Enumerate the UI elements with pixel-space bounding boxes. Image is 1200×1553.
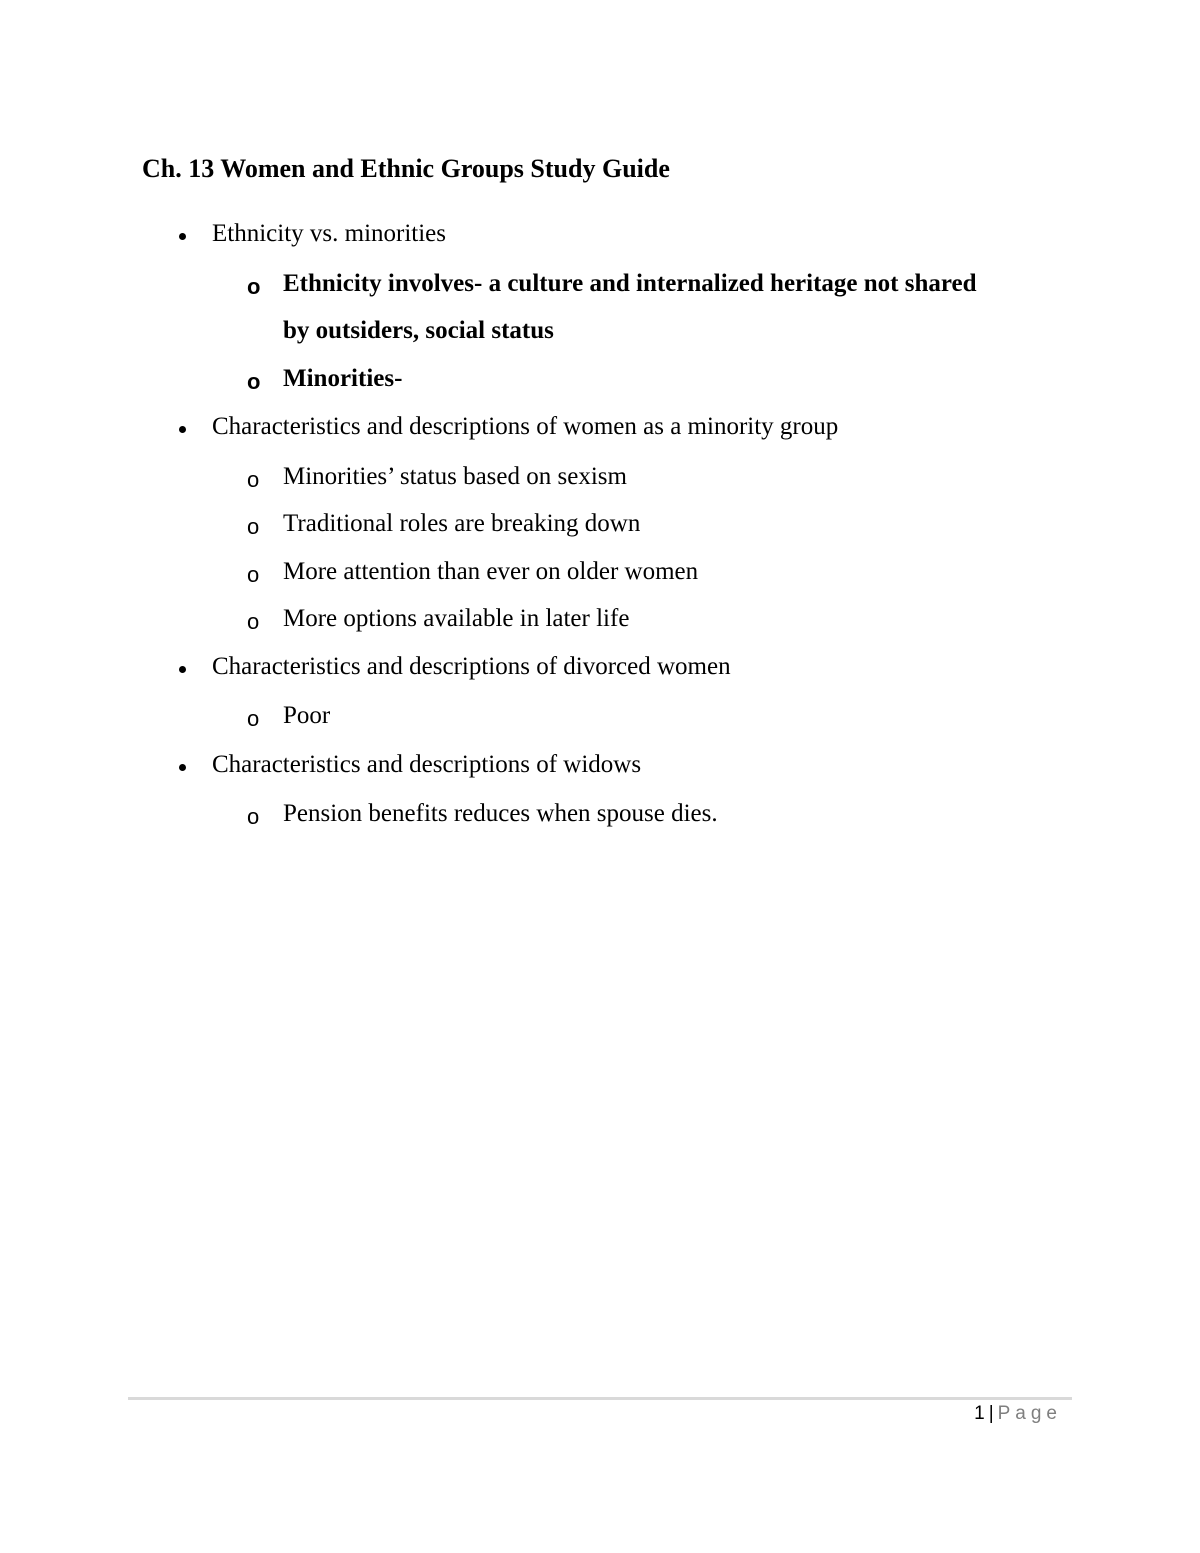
sub-item-ethnicity-involves-cont: by outsiders, social status: [283, 317, 554, 344]
list-item-women-minority-group: Characteristics and descriptions of women as a minority group: [212, 413, 839, 440]
sub-item-ethnicity-involves: Ethnicity involves- a culture and internalized heritage not shared: [283, 270, 977, 297]
sub-bullet-icon: o: [247, 274, 261, 299]
document-title: Ch. 13 Women and Ethnic Groups Study Guide: [142, 154, 670, 183]
sub-item-status-sexism: Minorities’ status based on sexism: [283, 463, 627, 490]
sub-bullet-icon: o: [247, 706, 260, 731]
sub-item-poor: Poor: [283, 702, 331, 729]
bullet-icon: [179, 426, 186, 433]
page-footer: [974, 1403, 1062, 1425]
sub-item-more-attention: More attention than ever on older women: [283, 558, 699, 585]
sub-bullet-icon: o: [247, 369, 261, 394]
sub-item-more-options: More options available in later life: [283, 605, 630, 632]
sub-bullet-icon: o: [247, 804, 260, 829]
list-item-divorced-women: Characteristics and descriptions of divorced women: [212, 653, 731, 680]
sub-item-minorities: Minorities-: [283, 365, 403, 392]
bullet-icon: [179, 666, 186, 673]
footer-separator: |: [988, 1403, 994, 1424]
footer-divider: [128, 1397, 1072, 1400]
sub-bullet-icon: o: [247, 562, 260, 587]
sub-bullet-icon: o: [247, 467, 260, 492]
bullet-icon: [179, 233, 186, 240]
list-item-widows: Characteristics and descriptions of widows: [212, 751, 642, 778]
sub-bullet-icon: o: [247, 514, 260, 539]
bullet-icon: [179, 764, 186, 771]
page-number: 1: [974, 1403, 985, 1424]
list-item-ethnicity-vs-minorities: Ethnicity vs. minorities: [212, 220, 447, 247]
sub-item-pension-benefits: Pension benefits reduces when spouse dies.: [283, 800, 718, 827]
sub-item-traditional-roles: Traditional roles are breaking down: [283, 510, 641, 537]
page-label: Page: [997, 1403, 1062, 1424]
sub-bullet-icon: o: [247, 609, 260, 634]
